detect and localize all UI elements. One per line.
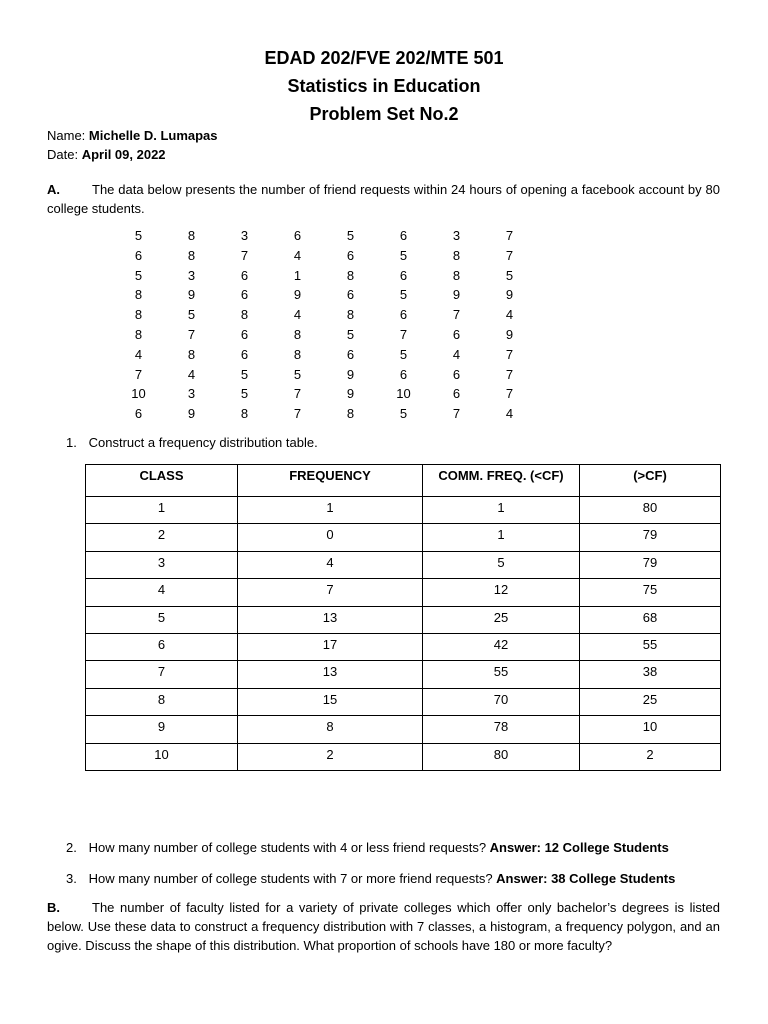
question-2 <box>66 838 669 857</box>
document-title <box>0 44 768 128</box>
data-value: 7 <box>505 386 514 402</box>
less-cf-cell: 25 <box>423 606 580 633</box>
data-value: 7 <box>452 406 461 422</box>
greater-cf-cell: 55 <box>580 633 721 660</box>
greater-cf-cell: 25 <box>580 688 721 715</box>
data-value: 8 <box>240 307 249 323</box>
frequency-cell: 13 <box>238 606 423 633</box>
data-row <box>112 404 536 424</box>
frequency-cell: 15 <box>238 688 423 715</box>
data-value: 5 <box>399 287 408 303</box>
frequency-table <box>85 464 721 771</box>
part-b-text: The number of faculty listed for a variety of private colleges which offer only bachelor’s degrees is listed below. Use these data to construct a frequency distribution with 7 classes, a histogram, a frequency polygon, and an ogive. Discuss the shape of this distribution. What proportion of schools have 180 or more faculty? <box>47 900 720 953</box>
data-value: 5 <box>399 247 408 263</box>
frequency-cell: 1 <box>238 497 423 524</box>
less-cf-cell: 5 <box>423 551 580 578</box>
question-1 <box>66 433 318 452</box>
frequency-cell: 2 <box>238 743 423 770</box>
table-row <box>86 716 721 743</box>
data-value: 6 <box>346 287 355 303</box>
course-code: EDAD 202/FVE 202/MTE 501 <box>264 48 504 68</box>
data-value: 7 <box>452 307 461 323</box>
data-value: 7 <box>293 406 302 422</box>
data-value: 6 <box>240 326 249 342</box>
class-cell: 2 <box>86 524 238 551</box>
data-value: 8 <box>346 307 355 323</box>
header-greater-cf: (>CF) <box>580 465 721 497</box>
data-value: 6 <box>293 228 302 243</box>
frequency-cell: 17 <box>238 633 423 660</box>
data-value: 6 <box>399 228 408 243</box>
data-value: 7 <box>293 386 302 402</box>
data-value: 3 <box>187 267 196 283</box>
data-value: 9 <box>187 406 196 422</box>
less-cf-cell: 1 <box>423 497 580 524</box>
data-value: 8 <box>187 228 196 243</box>
name-value: Michelle D. Lumapas <box>88 128 218 143</box>
data-value: 3 <box>187 386 196 402</box>
less-cf-cell: 1 <box>423 524 580 551</box>
class-cell: 5 <box>86 606 238 633</box>
data-row <box>112 266 536 286</box>
class-cell: 1 <box>86 497 238 524</box>
less-cf-cell: 78 <box>423 716 580 743</box>
question-3 <box>66 869 675 888</box>
name-line <box>47 126 218 145</box>
table-row <box>86 497 721 524</box>
table-row <box>86 688 721 715</box>
class-cell: 9 <box>86 716 238 743</box>
data-row <box>112 305 536 325</box>
data-value: 6 <box>240 267 249 283</box>
greater-cf-cell: 2 <box>580 743 721 770</box>
data-row <box>112 226 536 246</box>
table-row <box>86 551 721 578</box>
data-value: 5 <box>240 386 249 402</box>
raw-data-grid <box>112 226 536 424</box>
data-row <box>112 365 536 385</box>
frequency-cell: 4 <box>238 551 423 578</box>
data-value: 6 <box>399 307 408 323</box>
data-value: 5 <box>346 228 355 243</box>
frequency-cell: 8 <box>238 716 423 743</box>
data-value: 5 <box>505 267 514 283</box>
data-row <box>112 246 536 266</box>
question-3-number: 3. <box>66 871 77 886</box>
question-2-answer: Answer: 12 College Students <box>489 840 669 855</box>
data-value: 6 <box>452 326 461 342</box>
greater-cf-cell: 38 <box>580 661 721 688</box>
greater-cf-cell: 68 <box>580 606 721 633</box>
frequency-cell: 13 <box>238 661 423 688</box>
problem-set-title: Problem Set No.2 <box>309 104 459 124</box>
greater-cf-cell: 79 <box>580 551 721 578</box>
part-b-letter: B. <box>47 900 60 915</box>
data-value: 5 <box>399 406 408 422</box>
class-cell: 7 <box>86 661 238 688</box>
question-2-number: 2. <box>66 840 77 855</box>
data-value: 8 <box>187 346 196 362</box>
greater-cf-cell: 75 <box>580 579 721 606</box>
data-value: 7 <box>505 366 514 382</box>
less-cf-cell: 12 <box>423 579 580 606</box>
class-cell: 4 <box>86 579 238 606</box>
data-value: 10 <box>131 386 146 402</box>
greater-cf-cell: 10 <box>580 716 721 743</box>
part-a-text: The data below presents the number of friend requests within 24 hours of opening a facebook account by 80 college students. <box>47 182 720 216</box>
greater-cf-cell: 79 <box>580 524 721 551</box>
table-row <box>86 579 721 606</box>
class-cell: 8 <box>86 688 238 715</box>
data-value: 8 <box>452 267 461 283</box>
course-title: Statistics in Education <box>287 76 481 96</box>
data-value: 4 <box>134 346 143 362</box>
data-value: 4 <box>505 406 514 422</box>
table-row <box>86 661 721 688</box>
data-value: 8 <box>293 346 302 362</box>
data-value: 8 <box>346 406 355 422</box>
name-label: Name: <box>47 128 86 143</box>
data-value: 7 <box>505 346 514 362</box>
data-value: 9 <box>187 287 196 303</box>
class-cell: 3 <box>86 551 238 578</box>
data-value: 8 <box>240 406 249 422</box>
question-3-answer: Answer: 38 College Students <box>496 871 676 886</box>
less-cf-cell: 42 <box>423 633 580 660</box>
header-class: CLASS <box>86 465 238 497</box>
data-value: 4 <box>293 247 302 263</box>
data-row <box>112 384 536 404</box>
data-value: 6 <box>134 406 143 422</box>
part-b-intro <box>47 898 720 955</box>
data-value: 5 <box>240 366 249 382</box>
question-1-number: 1. <box>66 435 77 450</box>
question-3-text: How many number of college students with 7 or more friend requests? <box>88 871 493 886</box>
data-value: 8 <box>134 307 143 323</box>
data-value: 9 <box>452 287 461 303</box>
data-value: 4 <box>187 366 196 382</box>
data-value: 6 <box>452 366 461 382</box>
less-cf-cell: 80 <box>423 743 580 770</box>
data-value: 5 <box>293 366 302 382</box>
data-value: 8 <box>293 326 302 342</box>
table-body <box>86 497 721 771</box>
table-row <box>86 524 721 551</box>
data-value: 9 <box>505 326 514 342</box>
part-a-letter: A. <box>47 182 60 197</box>
class-cell: 6 <box>86 633 238 660</box>
data-value: 9 <box>346 366 355 382</box>
data-value: 10 <box>396 386 411 402</box>
table-row <box>86 743 721 770</box>
data-value: 5 <box>187 307 196 323</box>
data-value: 6 <box>134 247 143 263</box>
data-value: 6 <box>452 386 461 402</box>
less-cf-cell: 70 <box>423 688 580 715</box>
student-info <box>47 126 218 164</box>
data-value: 8 <box>452 247 461 263</box>
class-cell: 10 <box>86 743 238 770</box>
date-value: April 09, 2022 <box>81 147 166 162</box>
data-value: 8 <box>134 326 143 342</box>
less-cf-cell: 55 <box>423 661 580 688</box>
data-value: 6 <box>346 247 355 263</box>
data-value: 4 <box>452 346 461 362</box>
data-value: 6 <box>399 366 408 382</box>
data-value: 8 <box>346 267 355 283</box>
part-a-intro <box>47 180 720 218</box>
frequency-cell: 0 <box>238 524 423 551</box>
data-value: 4 <box>505 307 514 323</box>
data-value: 1 <box>293 267 302 283</box>
header-less-cf: COMM. FREQ. (<CF) <box>423 465 580 497</box>
question-2-text: How many number of college students with 4 or less friend requests? <box>88 840 487 855</box>
header-frequency: FREQUENCY <box>238 465 423 497</box>
data-value: 7 <box>505 247 514 263</box>
data-row <box>112 285 536 305</box>
data-value: 7 <box>505 228 514 243</box>
table-row <box>86 633 721 660</box>
data-value: 7 <box>399 326 408 342</box>
data-value: 7 <box>240 247 249 263</box>
greater-cf-cell: 80 <box>580 497 721 524</box>
question-1-text: Construct a frequency distribution table. <box>88 435 318 450</box>
table-row <box>86 606 721 633</box>
data-value: 6 <box>240 287 249 303</box>
data-value: 9 <box>505 287 514 303</box>
data-value: 5 <box>134 228 143 243</box>
table-header-row <box>86 465 721 497</box>
data-value: 3 <box>240 228 249 243</box>
data-value: 6 <box>346 346 355 362</box>
data-value: 9 <box>346 386 355 402</box>
data-value: 5 <box>134 267 143 283</box>
date-line <box>47 145 218 164</box>
data-row <box>112 345 536 365</box>
data-row <box>112 325 536 345</box>
data-value: 5 <box>346 326 355 342</box>
data-value: 3 <box>452 228 461 243</box>
data-value: 4 <box>293 307 302 323</box>
data-value: 6 <box>240 346 249 362</box>
data-value: 6 <box>399 267 408 283</box>
frequency-cell: 7 <box>238 579 423 606</box>
data-value: 8 <box>187 247 196 263</box>
data-value: 7 <box>187 326 196 342</box>
data-value: 9 <box>293 287 302 303</box>
date-label: Date: <box>47 147 79 162</box>
data-value: 8 <box>134 287 143 303</box>
data-value: 5 <box>399 346 408 362</box>
data-value: 7 <box>134 366 143 382</box>
